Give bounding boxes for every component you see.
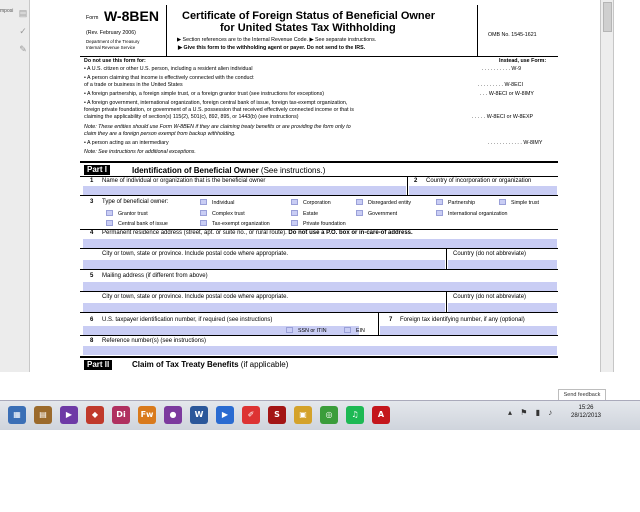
taskbar-image-app-icon[interactable]: ◆ [86, 406, 104, 424]
government-label: Government [368, 211, 398, 217]
left-panel-label: mposi [0, 8, 14, 14]
notuse-note-1b: claim they are a foreign person exempt from backup withholding. [84, 131, 236, 137]
notuse-note-2: Note: See instructions for additional exceptions. [84, 149, 196, 155]
clock-time: 15:26 [578, 405, 594, 411]
header-divider-right [477, 5, 478, 56]
complex-trust-checkbox[interactable] [200, 210, 207, 216]
line-3-label: Type of beneficial owner: [102, 199, 169, 205]
form-title-2: for United States Tax Withholding [220, 22, 396, 34]
instead-header: Instead, use Form: [499, 58, 547, 64]
line-8-num: 8 [90, 338, 94, 344]
omb-number: OMB No. 1545-1621 [488, 32, 537, 38]
taskbar-s-app-icon[interactable]: S [268, 406, 286, 424]
permanent-address-field[interactable] [83, 239, 557, 248]
country-label-1: Country (do not abbreviate) [453, 251, 527, 257]
form-word: Form [86, 15, 99, 21]
part1-title-rule [80, 176, 558, 177]
line-4-num: 4 [90, 230, 94, 236]
ein-label: EIN [356, 328, 365, 334]
line-6-num: 6 [90, 317, 94, 323]
ssn-itin-label: SSN or ITIN [298, 328, 327, 334]
city-label-2: City or town, state or province. Include postal code where appropriate. [102, 294, 289, 300]
notuse-item-1-form: . . . . . . . . . . W-9 [482, 66, 522, 72]
simple-trust-checkbox[interactable] [499, 199, 506, 205]
private-foundation-checkbox[interactable] [291, 220, 298, 226]
disregarded-entity-label: Disregarded entity [368, 200, 411, 206]
divider-1-2 [407, 176, 408, 195]
line-2-num: 2 [414, 178, 418, 184]
rule-city-2 [80, 312, 558, 313]
line-5-num: 5 [90, 273, 94, 279]
form-subtitle-1: ▶ Section references are to the Internal Revenue Code. ▶ See separate instructions. [177, 37, 377, 43]
notuse-item-4b: foreign private foundation, or government of a U.S. possession that received effectively connected income or that is [84, 107, 354, 113]
form-revision: (Rev. February 2006) [86, 30, 136, 36]
rule-line-4 [80, 248, 558, 249]
country-field-2[interactable] [448, 303, 557, 312]
city-field-1[interactable] [83, 260, 445, 269]
notuse-item-4c: claiming the applicability of section(s) 115(2), 501(c), 892, 895, or 1443(b) (see instructions) [84, 114, 299, 120]
notuse-item-4a: • A foreign government, international organization, foreign central bank of issue, foreign tax-exempt organization, [84, 100, 348, 106]
tools-icon[interactable]: ✎ [19, 44, 27, 54]
reference-number-field[interactable] [83, 346, 557, 355]
notuse-item-4-form: . . . . . W-8ECI or W-8EXP [472, 114, 534, 120]
vertical-scrollbar[interactable] [600, 0, 614, 372]
corporation-checkbox[interactable] [291, 199, 298, 205]
department: Department of the Treasury [86, 39, 140, 44]
partnership-label: Partnership [448, 200, 476, 206]
central-bank-label: Central bank of issue [118, 221, 168, 227]
line-6-label: U.S. taxpayer identification number, if required (see instructions) [102, 317, 273, 323]
mailing-address-field[interactable] [83, 282, 557, 291]
notuse-item-3-form: . . . W-8ECI or W-8IMY [480, 91, 534, 97]
divider-city-2 [446, 291, 447, 312]
line-2-label: Country of incorporation or organization [426, 178, 532, 184]
taskbar-folder-icon[interactable]: ▤ [34, 406, 52, 424]
complex-trust-label: Complex trust [212, 211, 245, 217]
taskbar-app-icon[interactable]: ● [164, 406, 182, 424]
header-divider-left [166, 5, 167, 56]
blank-area [0, 430, 640, 512]
part1-title: Identification of Beneficial Owner (See instructions.) [132, 166, 326, 175]
document-page [80, 0, 558, 372]
grantor-trust-checkbox[interactable] [106, 210, 113, 216]
taskbar-windows-explorer-icon[interactable]: ▦ [8, 406, 26, 424]
tax-exempt-label: Tax-exempt organization [212, 221, 270, 227]
part1-badge: Part I [84, 165, 110, 175]
line-3-num: 3 [90, 199, 94, 205]
part2-badge: Part II [84, 360, 112, 370]
pages-icon[interactable]: ▤ [18, 8, 28, 18]
line-7-label: Foreign tax identifying number, if any (optional) [400, 317, 525, 323]
form-subtitle-2: ▶ Give this form to the withholding agent or payer. Do not send to the IRS. [178, 45, 366, 51]
international-org-label: International organization [448, 211, 508, 217]
taskbar-spotify-icon[interactable]: ♫ [346, 406, 364, 424]
right-margin [558, 0, 640, 372]
taskbar-chrome-icon[interactable]: ◎ [320, 406, 338, 424]
country-of-incorporation-field[interactable] [409, 186, 557, 195]
system-tray[interactable]: ▴ ⚑ ▮ ♪ [508, 408, 556, 417]
notuse-note-1: Note: These entities should use Form W-8BEN if they are claiming treaty benefits or are providing the form only to [84, 124, 351, 130]
tax-exempt-checkbox[interactable] [200, 220, 207, 226]
clock-date: 28/12/2013 [570, 413, 602, 419]
left-panel [0, 0, 30, 372]
check-icon[interactable]: ✓ [19, 26, 27, 36]
notuse-item-5-form: . . . . . . . . . . . . W-8IMY [488, 140, 543, 146]
rule-line-5 [80, 291, 558, 292]
form-title-1: Certificate of Foreign Status of Beneficial Owner [182, 10, 436, 22]
rule-line-6 [80, 335, 558, 336]
irs: Internal Revenue Service [86, 45, 136, 50]
line-1-label: Name of individual or organization that is the beneficial owner [102, 178, 266, 184]
grantor-trust-label: Grantor trust [118, 211, 148, 217]
foreign-tin-field[interactable] [380, 326, 557, 335]
notuse-item-2b: of a trade or business in the United States [84, 82, 183, 88]
line-4-label: Permanent residence address (street, apt. or suite no., or rural route). Do not use a P.O. box or in-care-of address. [102, 230, 413, 236]
form-number: W-8BEN [104, 8, 159, 24]
country-field-1[interactable] [448, 260, 557, 269]
taskbar-acrobat-icon[interactable]: A [372, 406, 390, 424]
taskbar-media-icon[interactable]: ▶ [216, 406, 234, 424]
private-foundation-label: Private foundation [303, 221, 346, 227]
send-feedback-button[interactable]: Send feedback [558, 389, 606, 401]
taskbar-director-icon[interactable]: Di [112, 406, 130, 424]
notuse-item-2a: • A person claiming that income is effectively connected with the conduct [84, 75, 254, 81]
part1-rule [80, 161, 558, 163]
taskbar-pdf-icon[interactable]: ✐ [242, 406, 260, 424]
simple-trust-label: Simple trust [511, 200, 539, 206]
divider-6-7 [378, 312, 379, 335]
disregarded-entity-checkbox[interactable] [356, 199, 363, 205]
rule-line-2 [80, 195, 558, 196]
ssn-itin-checkbox[interactable] [286, 327, 293, 333]
estate-label: Estate [303, 211, 319, 217]
notuse-item-2-form: . . . . . . . . . W-8ECI [478, 82, 523, 88]
clock[interactable] [568, 404, 604, 420]
government-checkbox[interactable] [356, 210, 363, 216]
beneficial-owner-name-field[interactable] [83, 186, 406, 195]
divider-city-1 [446, 248, 447, 269]
notuse-item-1: • A U.S. citizen or other U.S. person, including a resident alien individual [84, 66, 253, 72]
rule-city-1 [80, 269, 558, 270]
partnership-checkbox[interactable] [436, 199, 443, 205]
country-label-2: Country (do not abbreviate) [453, 294, 527, 300]
taskbar [0, 400, 640, 430]
individual-checkbox[interactable] [200, 199, 207, 205]
individual-label: Individual [212, 200, 235, 206]
line-5-label: Mailing address (if different from above) [102, 273, 208, 279]
international-org-checkbox[interactable] [436, 210, 443, 216]
taskbar-video-icon[interactable]: ▶ [60, 406, 78, 424]
part2-rule [80, 356, 558, 358]
city-label-1: City or town, state or province. Include postal code where appropriate. [102, 251, 289, 257]
corporation-label: Corporation [303, 200, 331, 206]
taskbar-files-icon[interactable]: ▣ [294, 406, 312, 424]
notuse-item-3: • A foreign partnership, a foreign simple trust, or a foreign grantor trust (see instructions for exceptions) [84, 91, 325, 97]
part2-title: Claim of Tax Treaty Benefits (if applicable) [132, 360, 289, 369]
notuse-header: Do not use this form for: [84, 58, 146, 64]
city-field-2[interactable] [83, 303, 445, 312]
taskbar-fireworks-icon[interactable]: Fw [138, 406, 156, 424]
ein-checkbox[interactable] [344, 327, 351, 333]
line-8-label: Reference number(s) (see instructions) [102, 338, 207, 344]
header-rule [80, 56, 558, 57]
notuse-item-5: • A person acting as an intermediary [84, 140, 169, 146]
scroll-thumb[interactable] [603, 2, 612, 32]
central-bank-checkbox[interactable] [106, 220, 113, 226]
line-1-num: 1 [90, 178, 94, 184]
estate-checkbox[interactable] [291, 210, 298, 216]
taskbar-word-icon[interactable]: W [190, 406, 208, 424]
line-7-num: 7 [389, 317, 393, 323]
